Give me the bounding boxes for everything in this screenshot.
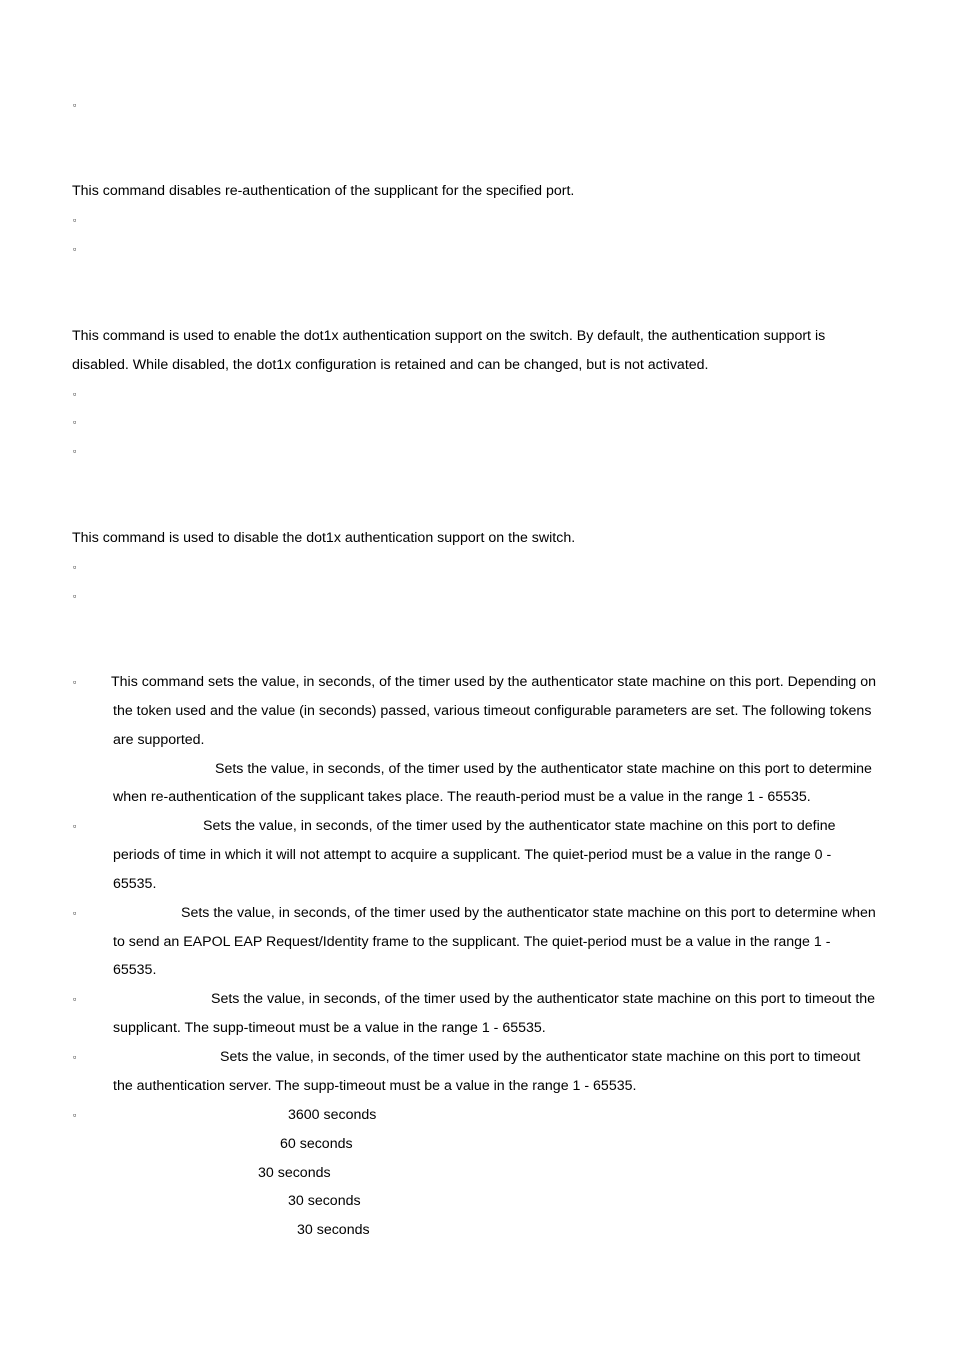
timeout-intro-line1: This command sets the value, in seconds, of the timer used by the authenticator state machine on this port. Depending on [111, 674, 876, 690]
server-timeout-line1: Sets the value, in seconds, of the timer used by the authenticator state machine on this port to timeout [220, 1049, 861, 1065]
default-value-tx-period: 30 seconds [258, 1165, 331, 1181]
quiet-period-line1: Sets the value, in seconds, of the timer used by the authenticator state machine on this port to define [203, 818, 836, 834]
bullet-marker: ▫ [73, 677, 77, 687]
server-timeout-line2: the authentication server. The supp-timeout must be a value in the range 1 - 65535. [113, 1078, 637, 1094]
reauth-period-line2: when re-authentication of the supplicant takes place. The reauth-period must be a value in the range 1 - 65535. [113, 789, 811, 805]
default-value-supp-timeout: 30 seconds [288, 1193, 361, 1209]
tx-period-line2: to send an EAPOL EAP Request/Identity frame to the supplicant. The quiet-period must be a value in the range 1 - [113, 934, 831, 950]
bullet-marker: ▫ [73, 1110, 77, 1120]
tx-period-line1: Sets the value, in seconds, of the timer used by the authenticator state machine on this port to determine when [181, 905, 876, 921]
bullet-marker: ▫ [73, 446, 77, 456]
reauth-disable-description: This command disables re-authentication of the supplicant for the specified port. [72, 183, 575, 199]
supp-timeout-line1: Sets the value, in seconds, of the timer used by the authenticator state machine on this port to timeout the [211, 991, 876, 1007]
bullet-marker: ▫ [73, 215, 77, 225]
bullet-marker: ▫ [73, 417, 77, 427]
bullet-marker: ▫ [73, 244, 77, 254]
default-value-server-timeout: 30 seconds [297, 1222, 370, 1238]
quiet-period-line2: periods of time in which it will not attempt to acquire a supplicant. The quiet-period must be a value in the range 0 - [113, 847, 832, 863]
bullet-marker: ▫ [73, 1052, 77, 1062]
tx-period-line3: 65535. [113, 962, 157, 978]
bullet-marker: ▫ [73, 908, 77, 918]
bullet-marker: ▫ [73, 821, 77, 831]
reauth-period-line1: Sets the value, in seconds, of the timer used by the authenticator state machine on this port to determine [215, 761, 872, 777]
dot1x-enable-description-line2: disabled. While disabled, the dot1x configuration is retained and can be changed, but is not activated. [72, 357, 709, 373]
bullet-marker: ▫ [73, 591, 77, 601]
bullet-marker: ▫ [73, 562, 77, 572]
supp-timeout-line2: supplicant. The supp-timeout must be a value in the range 1 - 65535. [113, 1020, 546, 1036]
dot1x-disable-description: This command is used to disable the dot1x authentication support on the switch. [72, 530, 576, 546]
default-value-quiet-period: 60 seconds [280, 1136, 353, 1152]
timeout-intro-line3: are supported. [113, 732, 205, 748]
bullet-marker: ▫ [73, 100, 77, 110]
dot1x-enable-description-line1: This command is used to enable the dot1x authentication support on the switch. By default, the authentication support is [72, 328, 826, 344]
bullet-marker: ▫ [73, 389, 77, 399]
timeout-intro-line2: the token used and the value (in seconds) passed, various timeout configurable parameters are set. The following tokens [113, 703, 872, 719]
quiet-period-line3: 65535. [113, 876, 157, 892]
default-value-reauth-period: 3600 seconds [288, 1107, 377, 1123]
bullet-marker: ▫ [73, 994, 77, 1004]
